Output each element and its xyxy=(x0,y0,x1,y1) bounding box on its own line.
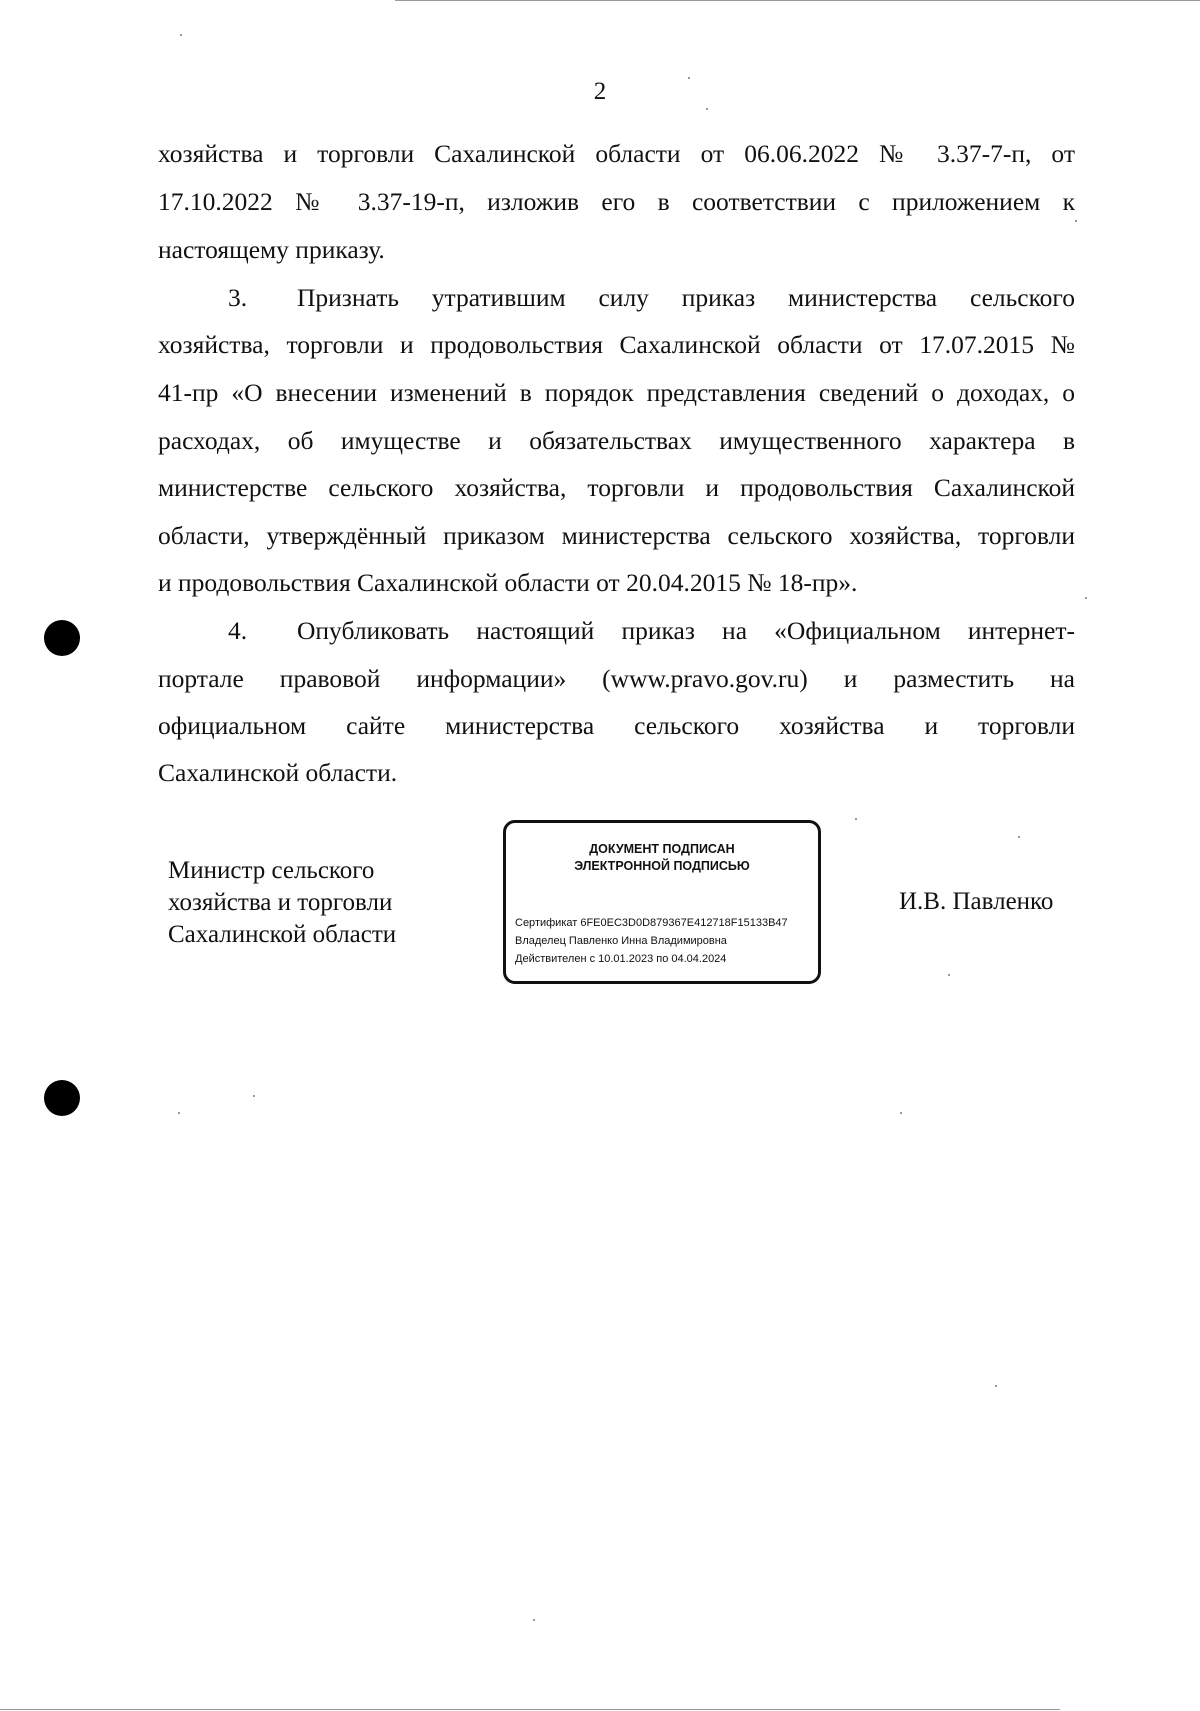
text-line: области, утверждённый приказом министерства сельского хозяйства, торговли xyxy=(158,521,1075,550)
stamp-owner: Владелец Павленко Инна Владимировна xyxy=(515,935,727,947)
text-line: хозяйства и торговли Сахалинской области от 06.06.2022 № 3.37-7-п, от xyxy=(158,139,1075,168)
list-item-number: 3. xyxy=(228,283,248,312)
text-line: расходах, об имуществе и обязательствах имущественного характера в xyxy=(158,426,1075,455)
dust-speck xyxy=(253,1095,255,1097)
stamp-title-line: ДОКУМЕНТ ПОДПИСАН xyxy=(589,842,735,856)
text-line: хозяйства, торговли и продовольствия Сахалинской области от 17.07.2015 № xyxy=(158,330,1075,359)
list-item-3-first-line xyxy=(228,283,1075,313)
text-line: министерстве сельского хозяйства, торговли и продовольствия Сахалинской xyxy=(158,473,1075,502)
dust-speck xyxy=(948,974,950,976)
dust-speck xyxy=(180,34,182,36)
dust-speck xyxy=(900,1112,902,1114)
stamp-title xyxy=(506,841,818,875)
text-line: и продовольствия Сахалинской области от 20.04.2015 № 18-пр». xyxy=(158,568,858,597)
text-line: официальном сайте министерства сельского хозяйства и торговли xyxy=(158,711,1075,740)
dust-speck xyxy=(1018,836,1020,838)
signer-name: И.В. Павленко xyxy=(899,888,1054,915)
scan-edge-top xyxy=(395,0,1200,1)
stamp-title-line: ЭЛЕКТРОННОЙ ПОДПИСЬЮ xyxy=(574,859,750,873)
binder-hole-bottom xyxy=(44,1080,80,1116)
text-line: 17.10.2022 № 3.37-19-п, изложив его в соответствии с приложением к xyxy=(158,187,1075,216)
text-line: 41-пр «О внесении изменений в порядок представления сведений о доходах, о xyxy=(158,378,1075,407)
dust-speck xyxy=(533,1619,535,1621)
signer-position-line: хозяйства и торговли xyxy=(168,889,393,916)
dust-speck xyxy=(178,1112,180,1114)
text-line: портале правовой информации» (www.pravo.gov.ru) и разместить на xyxy=(158,664,1075,693)
stamp-validity: Действителен с 10.01.2023 по 04.04.2024 xyxy=(515,953,727,965)
binder-hole-top xyxy=(44,620,80,656)
signer-position xyxy=(168,855,396,951)
scan-edge-bottom xyxy=(0,1709,1060,1710)
text-line: Сахалинской области. xyxy=(158,758,398,787)
text-line: настоящему приказу. xyxy=(158,235,385,264)
dust-speck xyxy=(1085,597,1087,599)
dust-speck xyxy=(1075,220,1077,222)
dust-speck xyxy=(855,818,857,820)
list-item-4-first-line xyxy=(228,616,1075,646)
dust-speck xyxy=(706,108,708,110)
signer-position-line: Министр сельского xyxy=(168,857,375,884)
text-line: Признать утратившим силу приказ министерства сельского xyxy=(297,283,1075,312)
stamp-certificate: Сертификат 6FE0EC3D0D879367E412718F15133B47 xyxy=(515,917,788,929)
signer-position-line: Сахалинской области xyxy=(168,921,397,948)
stamp-details xyxy=(515,914,814,968)
electronic-signature-stamp xyxy=(503,820,821,984)
text-line: Опубликовать настоящий приказ на «Официальном интернет- xyxy=(297,616,1075,645)
dust-speck xyxy=(995,1385,997,1387)
page-number: 2 xyxy=(593,78,607,105)
list-item-number: 4. xyxy=(228,616,248,645)
